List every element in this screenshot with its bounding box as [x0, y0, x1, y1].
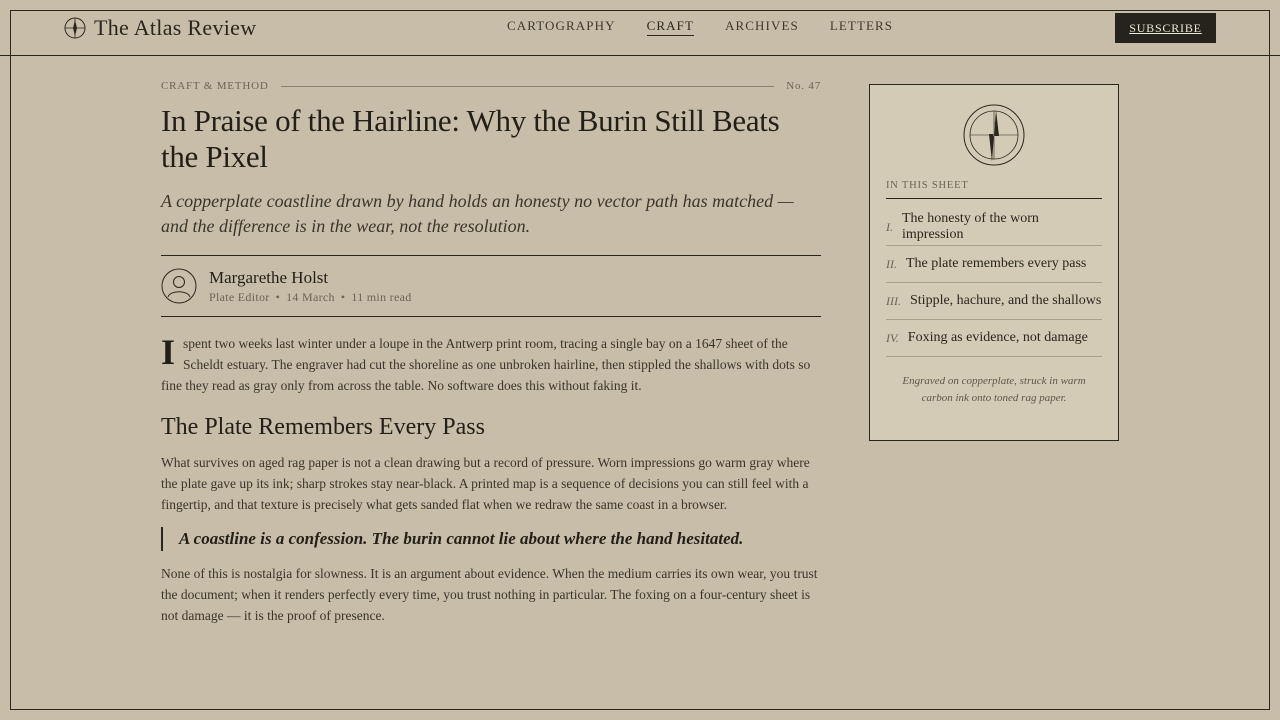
nav-archives[interactable]: ARCHIVES [725, 18, 799, 33]
toc-item-4[interactable] [886, 320, 1102, 357]
toc-text: The plate remembers every pass [906, 256, 1087, 271]
site-header [0, 10, 1280, 56]
compass-rose-icon [64, 17, 86, 39]
avatar[interactable] [161, 268, 197, 304]
toc-list [886, 209, 1102, 357]
toc-text: The honesty of the worn impression [902, 211, 1039, 242]
toc-item-3[interactable] [886, 283, 1102, 320]
article-title: In Praise of the Hairline: Why the Burin Still Beats the Pixel [161, 103, 780, 174]
drop-cap: I [161, 332, 176, 372]
main-nav [507, 18, 924, 36]
article-meta [209, 290, 412, 305]
pull-quote: A coastline is a confession. The burin cannot lie about where the hand hesitated. [161, 527, 821, 551]
toc-number: II. [886, 256, 897, 271]
issue-number: No. 47 [786, 80, 821, 92]
meta-separator: • [275, 289, 281, 304]
nav-cartography[interactable]: CARTOGRAPHY [507, 18, 616, 33]
body-paragraph-1-text: spent two weeks last winter under a loupe in the Antwerp print room, tracing a single bay on a 1647 sheet of the Scheldt estuary. The engraver had cut the shoreline as one unbroken hairline, then stippled the shallows with dots so fine they read as gray only from across the table. No software does this without faking it. [161, 336, 811, 393]
toc-heading: IN THIS SHEET [886, 180, 1102, 199]
subscribe-button[interactable]: SUBSCRIBE [1115, 13, 1216, 43]
body-paragraph-1 [161, 333, 821, 396]
colophon: Engraved on copperplate, struck in warm carbon ink onto toned rag paper. [902, 375, 1086, 404]
article-dek: A copperplate coastline drawn by hand holds an honesty no vector path has matched — and the difference is in the wear, not the resolution. [161, 191, 794, 236]
brand[interactable] [64, 14, 256, 42]
toc-sidebar [869, 84, 1119, 441]
read-time: 11 min read [351, 289, 412, 304]
toc-item-2[interactable] [886, 246, 1102, 283]
article [161, 78, 821, 626]
byline-text [209, 268, 412, 305]
toc-number: IV. [886, 330, 899, 345]
toc-text: Stipple, hachure, and the shallows [910, 293, 1102, 308]
publish-date: 14 March [286, 289, 335, 304]
kicker-row [161, 78, 821, 94]
body-paragraph-2: What survives on aged rag paper is not a clean drawing but a record of pressure. Worn impressions go warm gray where the plate gave up its ink; sharp strokes stay near-black. A printed map is a sequence of decisions you can still feel with a fingertip, and that texture is precisely what gets sanded flat when we redraw the same coast in a browser. [161, 455, 810, 512]
toc-number: III. [886, 293, 901, 308]
toc-item-1[interactable] [886, 209, 1102, 246]
nav-letters[interactable]: LETTERS [829, 18, 894, 33]
kicker-rule [281, 86, 775, 87]
body-paragraph-3: None of this is nostalgia for slowness. It is an argument about evidence. When the medium carries its own wear, you trust the document; when it renders perfectly every time, you trust nothing in particular. The foxing on a four-century sheet is not damage — it is the proof of presence. [161, 566, 818, 623]
toc-text: Foxing as evidence, not damage [907, 330, 1088, 345]
nav-craft[interactable]: CRAFT [647, 18, 694, 36]
toc-number: I. [886, 219, 893, 234]
author-name[interactable]: Margarethe Holst [209, 267, 329, 287]
author-role: Plate Editor [209, 289, 270, 304]
section-heading: The Plate Remembers Every Pass [161, 414, 485, 440]
article-kicker[interactable]: CRAFT & METHOD [161, 80, 269, 92]
compass-icon [963, 104, 1025, 166]
meta-separator: • [340, 289, 346, 304]
byline [161, 255, 821, 317]
brand-name: The Atlas Review [94, 15, 257, 40]
